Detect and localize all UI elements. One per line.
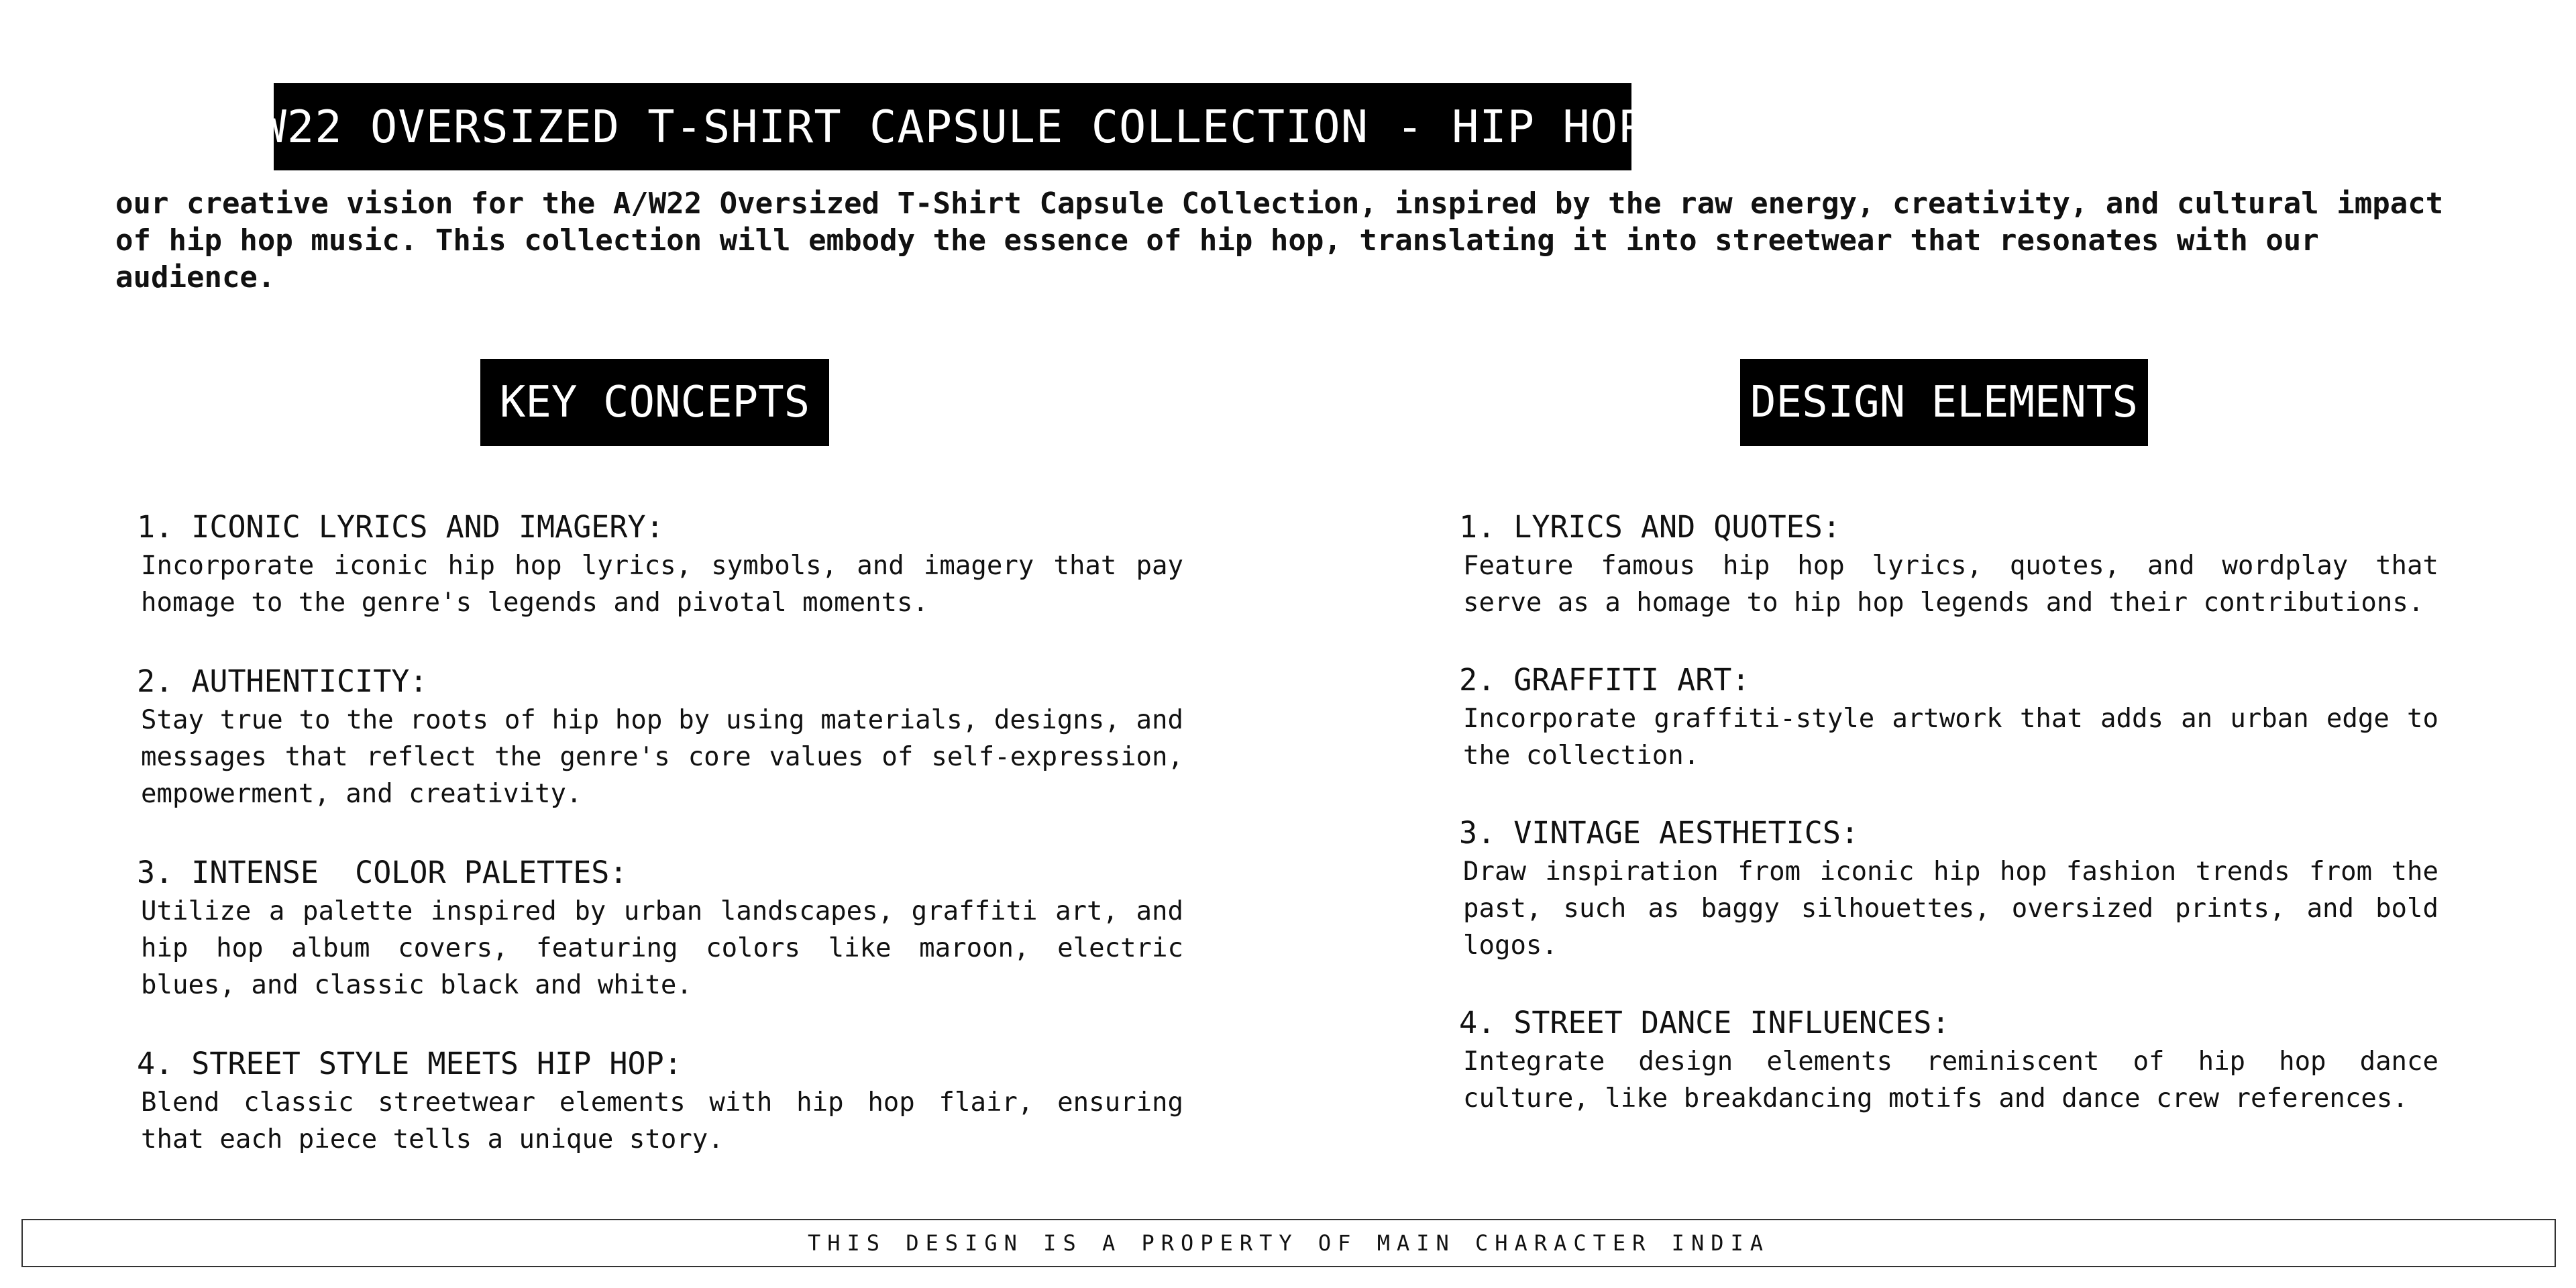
design-element-body: Integrate design elements reminiscent of hip hop dance culture, like breakdancing motifs and dance crew references. [1463, 1046, 2438, 1114]
design-element-title: 2. GRAFFITI ART: [1459, 662, 1750, 698]
design-element-body: Feature famous hip hop lyrics, quotes, and wordplay that serve as a homage to hip hop legends and their contributions. [1463, 551, 2438, 618]
design-elements-list [1459, 507, 2438, 1156]
key-concept-body: Blend classic streetwear elements with hip hop flair, ensuring that each piece tells a unique story. [141, 1087, 1183, 1155]
key-concept-item [137, 1044, 1183, 1158]
design-element-item [1459, 507, 2438, 621]
design-element-item [1459, 660, 2438, 774]
design-element-item [1459, 813, 2438, 964]
design-element-title: 3. VINTAGE AESTHETICS: [1459, 815, 1860, 851]
design-elements-heading: DESIGN ELEMENTS [1740, 359, 2148, 446]
key-concept-title: 4. STREET STYLE MEETS HIP HOP: [137, 1046, 682, 1081]
key-concept-title: 3. INTENSE COLOR PALETTES: [137, 855, 628, 890]
key-concept-body: Incorporate iconic hip hop lyrics, symbols, and imagery that pay homage to the genre's legends and pivotal moments. [141, 551, 1183, 618]
key-concept-title: 2. AUTHENTICITY: [137, 663, 428, 699]
key-concept-body: Stay true to the roots of hip hop by using materials, designs, and messages that reflect the genre's core values of self-expression, empowerment, and creativity. [141, 705, 1183, 809]
key-concept-body: Utilize a palette inspired by urban landscapes, graffiti art, and hip hop album covers, featuring colors like maroon, electric blues, and classic black and white. [141, 896, 1183, 1000]
page-title: BRIEF: A/W22 OVERSIZED T-SHIRT CAPSULE COLLECTION - HIP HOP INSPIRED [274, 83, 1631, 170]
design-element-body: Incorporate graffiti-style artwork that adds an urban edge to the collection. [1463, 704, 2438, 771]
key-concepts-heading: KEY CONCEPTS [480, 359, 829, 446]
key-concepts-list [137, 507, 1183, 1198]
design-element-title: 4. STREET DANCE INFLUENCES: [1459, 1005, 1950, 1040]
design-element-body: Draw inspiration from iconic hip hop fashion trends from the past, such as baggy silhouettes, oversized prints, and bold logos. [1463, 857, 2438, 961]
intro-paragraph: our creative vision for the A/W22 Oversized T-Shirt Capsule Collection, inspired by the raw energy, creativity, and cultural impact of hip hop music. This collection will embody the essence of hip hop, translating it into streetwear that resonates with our audience. [115, 186, 2444, 294]
footer-property-notice: THIS DESIGN IS A PROPERTY OF MAIN CHARACTER INDIA [21, 1219, 2556, 1267]
design-element-item [1459, 1003, 2438, 1117]
key-concept-item [137, 853, 1183, 1004]
key-concept-item [137, 507, 1183, 621]
design-element-title: 1. LYRICS AND QUOTES: [1459, 509, 1841, 545]
key-concept-item [137, 661, 1183, 812]
key-concept-title: 1. ICONIC LYRICS AND IMAGERY: [137, 509, 664, 545]
